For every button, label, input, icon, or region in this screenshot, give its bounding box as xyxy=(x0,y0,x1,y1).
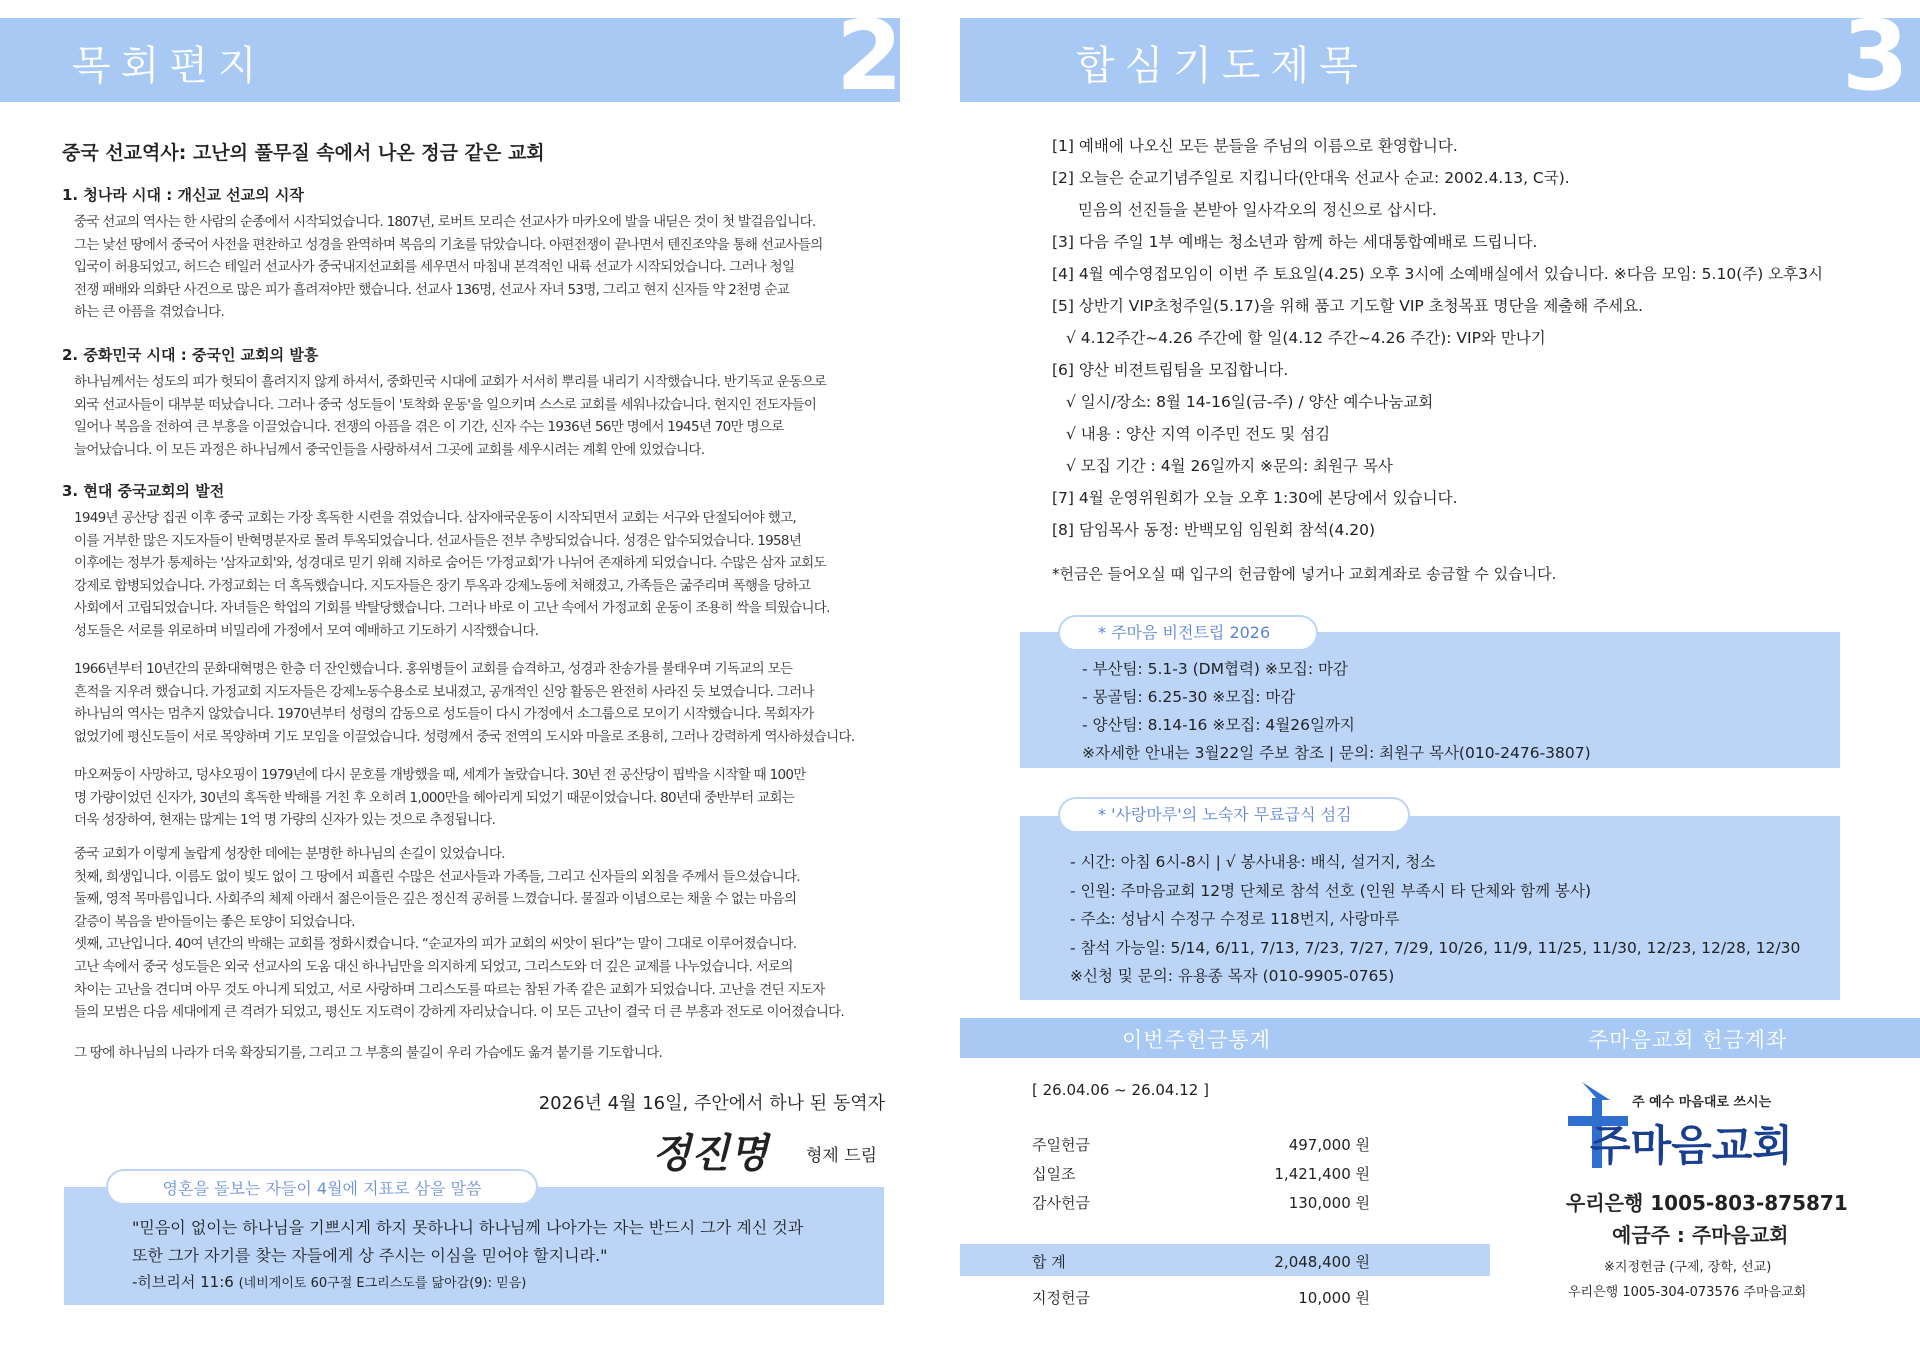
letter-line: 그 땅에 하나님의 나라가 더욱 확장되기를, 그리고 그 부흥의 불길이 우리 가슴에도 옮겨 붙기를 기도합니다. xyxy=(74,1045,663,1061)
left-page-number: 2 xyxy=(836,0,903,112)
signature-date: 2026년 4월 16일, 주안에서 하나 된 동역자 xyxy=(538,1093,885,1114)
letter-line: 입국이 허용되었고, 허드슨 테일러 선교사가 중국내지선교회를 세우면서 마침내 본격적인 내륙 선교가 시작되었습니다. 그러나 청일 xyxy=(74,259,795,276)
stat-value: 1,421,400 원 xyxy=(1274,1165,1370,1183)
prayer-item: √ 일시/장소: 8월 14-16일(금-주) / 양산 예수나눔교회 xyxy=(1066,393,1434,411)
letter-line: 하나님의 역사는 멈추지 않았습니다. 1970년부터 성령의 감동으로 성도들이 다시 가정에서 소그룹으로 모이기 시작했습니다. 목회자가 xyxy=(74,706,814,723)
main-account: 우리은행 1005-803-875871 xyxy=(1566,1191,1848,1215)
letter-section-heading: 1. 청나라 시대 : 개신교 선교의 시작 xyxy=(62,186,304,204)
letter-line: 고난 속에서 중국 성도들은 외국 선교사의 도움 대신 하나님만을 의지하게 되었고, 그리스도와 더 깊은 교제를 나누었습니다. 서로의 xyxy=(74,958,793,975)
vision-trip-line: - 양산팀: 8.14-16 ※모집: 4월26일까지 xyxy=(1082,716,1355,734)
stat-label: 십일조 xyxy=(1032,1165,1076,1183)
letter-line: 전쟁 패배와 의화단 사건으로 많은 피가 흘려져야만 했습니다. 선교사 136명, 선교사 자녀 53명, 그리고 현지 신자들 약 2천명 순교 xyxy=(74,281,790,298)
verse-line-1: "믿음이 없이는 하나님을 기쁘시게 하지 못하나니 하나님께 나아가는 자는 반드시 그가 계신 것과 xyxy=(132,1218,804,1237)
letter-line: 이후에는 정부가 통제하는 '삼자교회'와, 성경대로 믿기 위해 지하로 숨어든 '가정교회'가 나뉘어 존재하게 되었습니다. 수많은 삼자 교회도 xyxy=(74,555,826,572)
meal-service-line: - 시간: 아침 6시-8시 | √ 봉사내용: 배식, 설거지, 청소 xyxy=(1070,853,1436,871)
letter-line: 하나님께서는 성도의 피가 헛되이 흘려지지 않게 하셔서, 중화민국 시대에 교회가 서서히 뿌리를 내리기 시작했습니다. 반기독교 운동으로 xyxy=(74,374,827,390)
designated-account: 우리은행 1005-304-073576 주마음교회 xyxy=(1568,1285,1807,1300)
vision-trip-line: - 몽골팀: 6.25-30 ※모집: 마감 xyxy=(1082,688,1296,706)
verse-line-2: 또한 그가 자기를 찾는 자들에게 상 주시는 이심을 믿어야 할지니라." xyxy=(132,1246,608,1265)
signature-tail: 형제 드림 xyxy=(806,1146,878,1166)
letter-line: 더욱 성장하여, 현재는 많게는 1억 명 가량의 신자가 있는 것으로 추정됩니다. xyxy=(74,812,496,829)
vision-trip-line: - 부산팀: 5.1-3 (DM협력) ※모집: 마감 xyxy=(1082,660,1348,678)
account-holder: 예금주 : 주마음교회 xyxy=(1612,1223,1789,1247)
stat-value: 130,000 원 xyxy=(1288,1194,1370,1212)
vision-trip-line: ※자세한 안내는 3월22일 주보 참조 | 문의: 최원구 목사(010-2476-3807) xyxy=(1082,744,1591,762)
letter-line: 마오쩌둥이 사망하고, 덩샤오핑이 1979년에 다시 문호를 개방했을 때, 세계가 놀랐습니다. 30년 전 공산당이 핍박을 시작할 때 100만 xyxy=(74,767,806,783)
meal-service-line: - 참석 가능일: 5/14, 6/11, 7/13, 7/23, 7/27, 7/29, 10/26, 11/9, 11/25, 11/30, 12/23, 12/28, 12/30 xyxy=(1070,938,1801,957)
letter-paragraph xyxy=(74,371,886,461)
prayer-item: [8] 담임목사 동정: 반백모임 임원회 참석(4.20) xyxy=(1052,521,1376,539)
letter-line: 외국 선교사들이 대부분 떠났습니다. 그러나 중국 성도들이 '토착화 운동'을 일으키며 스스로 교회를 세워나갔습니다. 현지인 전도자들이 xyxy=(74,396,817,413)
prayer-item: [2] 오늘은 순교기념주일로 지킵니다(안대욱 선교사 순교: 2002.4.13, C국). xyxy=(1052,169,1570,187)
letter-line: 흔적을 지우려 했습니다. 가정교회 지도자들은 강제노동수용소로 보내졌고, 공개적인 신앙 활동은 완전히 사라진 듯 보였습니다. 그러나 xyxy=(74,683,814,700)
signature-name: 정진명 xyxy=(652,1130,768,1177)
letter-line: 첫째, 희생입니다. 이름도 없이 빛도 없이 그 땅에서 피흘린 수많은 선교사들과 가족들, 그리고 신자들의 외침을 주께서 들으셨습니다. xyxy=(74,868,800,885)
stat-value: 497,000 원 xyxy=(1288,1136,1370,1154)
letter-paragraph xyxy=(74,1042,886,1065)
prayer-item: [6] 양산 비젼트립팀을 모집합니다. xyxy=(1052,361,1289,379)
right-header-title: 합심기도제목 xyxy=(1076,43,1368,89)
letter-line: 둘째, 영적 목마름입니다. 사회주의 체제 아래서 젊은이들은 깊은 정신적 공허를 느꼈습니다. 물질과 이념으로는 채울 수 없는 마음의 xyxy=(74,891,797,908)
designated-note: ※지정헌금 (구제, 장학, 선교) xyxy=(1604,1260,1772,1275)
prayer-item: [4] 4월 예수영접모임이 이번 주 토요일(4.25) 오후 3시에 소예배실에서 있습니다. ※다음 모임: 5.10(주) 오후3시 xyxy=(1052,265,1823,283)
letter-line: 차이는 고난을 견디며 아무 것도 아니게 되었고, 서로 사랑하며 그리스도를 따르는 참된 가족 같은 교회가 되었습니다. 고난을 견딘 지도자 xyxy=(74,981,825,998)
letter-paragraph xyxy=(74,764,886,832)
left-header-title: 목회편지 xyxy=(72,43,267,89)
letter-line: 들의 모범은 다음 세대에게 큰 격려가 되었고, 평신도 지도력이 강하게 자리났습니다. 이 모든 고난이 결국 더 큰 부흥과 전도로 이어졌습니다. xyxy=(74,1004,845,1021)
letter-line: 그는 낯선 땅에서 중국어 사전을 편찬하고 성경을 완역하며 복음의 기초를 닦았습니다. 아편전쟁이 끝나면서 텐진조약을 통해 선교사들의 xyxy=(74,236,823,253)
prayer-item: √ 모집 기간 : 4월 26일까지 ※문의: 최원구 목사 xyxy=(1066,457,1393,475)
letter-title: 중국 선교역사: 고난의 풀무질 속에서 나온 정금 같은 교회 xyxy=(62,142,545,164)
account-header: 주마음교회 헌금계좌 xyxy=(1588,1028,1788,1052)
verse-tab: 영혼을 돌보는 자들이 4월에 지표로 삼을 말씀 xyxy=(106,1169,538,1205)
vision-trip-tab: * 주마음 비전트립 2026 xyxy=(1058,615,1318,651)
letter-line: 없었기에 평신도들이 서로 목양하며 기도 모임을 이끌었습니다. 성령께서 중국 전역의 도시와 마을로 조용히, 그러나 강력하게 역사하셨습니다. xyxy=(74,728,855,745)
prayer-item: [1] 예배에 나오신 모든 분들을 주님의 이름으로 환영합니다. xyxy=(1052,137,1458,155)
church-logo-icon xyxy=(1560,1078,1800,1178)
letter-paragraph xyxy=(74,658,886,748)
total-label: 합 계 xyxy=(1032,1253,1066,1271)
verse-reference-main: -히브리서 11:6 xyxy=(132,1273,234,1291)
church-logo xyxy=(1560,1078,1800,1178)
meal-service-tab: * '사랑마루'의 노숙자 무료급식 섬김 xyxy=(1058,797,1410,833)
prayer-item: [7] 4월 운영위원회가 오늘 오후 1:30에 본당에서 있습니다. xyxy=(1052,489,1458,507)
letter-line: 1949년 공산당 집권 이후 중국 교회는 가장 혹독한 시련을 겪었습니다. 삼자애국운동이 시작되면서 교회는 서구와 단절되어야 했고, xyxy=(74,510,796,526)
letter-line: 늘어났습니다. 이 모든 과정은 하나님께서 중국인들을 사랑하셔서 그곳에 교회를 세우시려는 계획 안에 있었습니다. xyxy=(74,441,705,458)
offering-note: *헌금은 들어오실 때 입구의 헌금함에 넣거나 교회계좌로 송금할 수 있습니다. xyxy=(1052,565,1557,583)
letter-line: 셋째, 고난입니다. 40여 년간의 박해는 교회를 정화시켰습니다. “순교자의 피가 교회의 씨앗이 된다”는 말이 그대로 이루어졌습니다. xyxy=(74,936,797,953)
letter-line: 중국 선교의 역사는 한 사람의 순종에서 시작되었습니다. 1807년, 로버트 모리슨 선교사가 마카오에 발을 내딛은 것이 첫 발걸음입니다. xyxy=(74,214,816,230)
letter-line: 하는 큰 아픔을 겪었습니다. xyxy=(74,304,225,321)
prayer-item: [3] 다음 주일 1부 예배는 청소년과 함께 하는 세대통합예배로 드립니다. xyxy=(1052,233,1538,251)
logo-name: 주마음교회 xyxy=(1590,1121,1793,1170)
letter-line: 1966년부터 10년간의 문화대혁명은 한층 더 잔인했습니다. 홍위병들이 교회를 습격하고, 성경과 찬송가를 불태우며 기독교의 모든 xyxy=(74,661,793,677)
right-page-number: 3 xyxy=(1842,0,1909,112)
verse-reference-note: (네비게이토 60구절 E그리스도를 닮아감(9): 믿음) xyxy=(238,1276,527,1291)
letter-line: 중국 교회가 이렇게 놀랍게 성장한 데에는 분명한 하나님의 손길이 있었습니다. xyxy=(74,846,505,862)
letter-paragraph xyxy=(74,507,886,643)
logo-tagline: 주 예수 마음대로 쓰시는 xyxy=(1632,1095,1772,1110)
stats-period: [ 26.04.06 ~ 26.04.12 ] xyxy=(1032,1081,1209,1099)
letter-section-heading: 2. 중화민국 시대 : 중국인 교회의 발흥 xyxy=(62,346,319,364)
meal-service-line: - 인원: 주마음교회 12명 단체로 참석 선호 (인원 부족시 타 단체와 함께 봉사) xyxy=(1070,881,1592,900)
stat-label: 주일헌금 xyxy=(1032,1136,1090,1154)
letter-line: 강제로 합병되었습니다. 가정교회는 더 혹독했습니다. 지도자들은 장기 투옥과 강제노동에 처해졌고, 가족들은 굶주리며 폭행을 당하고 xyxy=(74,577,811,594)
designated-value: 10,000 원 xyxy=(1298,1289,1370,1307)
letter-paragraph xyxy=(74,843,886,1024)
stats-header: 이번주헌금통계 xyxy=(1122,1028,1272,1052)
prayer-item: [5] 상반기 VIP초청주일(5.17)을 위해 품고 기도할 VIP 초청목표 명단을 제출해 주세요. xyxy=(1052,297,1644,315)
meal-service-line: - 주소: 성남시 수정구 수정로 118번지, 사랑마루 xyxy=(1070,910,1400,928)
stat-label: 감사헌금 xyxy=(1032,1194,1090,1212)
total-value: 2,048,400 원 xyxy=(1274,1253,1370,1271)
letter-line: 일어나 복음을 전하여 큰 부흥을 이끌었습니다. 전쟁의 아픔을 겪은 이 기간, 신자 수는 1936년 56만 명에서 1945년 70만 명으로 xyxy=(74,419,784,436)
letter-section-heading: 3. 현대 중국교회의 발전 xyxy=(62,482,225,500)
letter-line: 갈증이 복음을 받아들이는 좋은 토양이 되었습니다. xyxy=(74,913,355,930)
prayer-item: √ 4.12주간~4.26 주간에 할 일(4.12 주간~4.26 주간): VIP와 만나기 xyxy=(1066,329,1546,347)
letter-line: 이를 거부한 많은 지도자들이 반혁명분자로 몰려 투옥되었습니다. 선교사들은 전부 추방되었습니다. 성경은 압수되었습니다. 1958년 xyxy=(74,532,802,549)
letter-paragraph xyxy=(74,211,886,324)
designated-label: 지정헌금 xyxy=(1032,1289,1090,1307)
meal-service-line: ※신청 및 문의: 유용종 목자 (010-9905-0765) xyxy=(1070,967,1395,985)
prayer-item: 믿음의 선진들을 본받아 일사각오의 정신으로 삽시다. xyxy=(1078,201,1437,219)
letter-line: 명 가량이었던 신자가, 30년의 혹독한 박해를 거친 후 오히려 1,000만을 헤아리게 되었기 때문이었습니다. 80년대 중반부터 교회는 xyxy=(74,789,795,806)
prayer-item: √ 내용 : 양산 지역 이주민 전도 및 섬김 xyxy=(1066,425,1331,443)
letter-line: 성도들은 서로를 위로하며 비밀리에 가정에서 모여 예배하고 기도하기 시작했습니다. xyxy=(74,622,539,639)
letter-line: 사회에서 고립되었습니다. 자녀들은 학업의 기회를 박탈당했습니다. 그러나 바로 이 고난 속에서 가정교회 운동이 조용히 싹을 틔웠습니다. xyxy=(74,600,830,617)
verse-reference xyxy=(132,1271,526,1292)
